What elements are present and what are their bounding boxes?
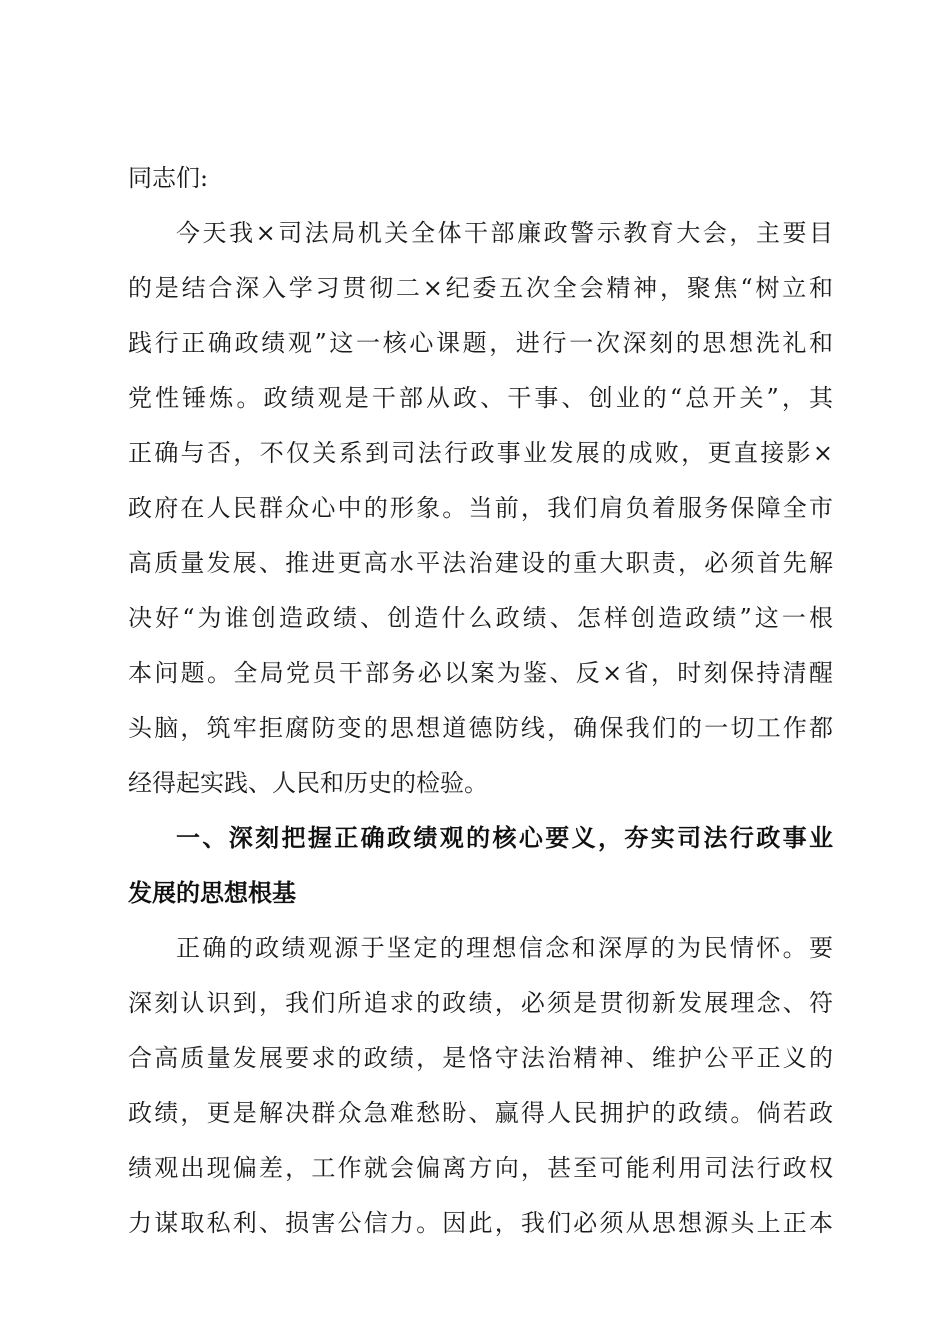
paragraph-line: 本问题。全局党员干部务必以案为鉴、反×省，时刻保持清醒 xyxy=(128,659,833,687)
paragraph-intro xyxy=(128,206,833,811)
paragraph-line: 头脑，筑牢拒腐防变的思想道德防线，确保我们的一切工作都 xyxy=(128,714,833,742)
paragraph-line: 绩观出现偏差，工作就会偏离方向，甚至可能利用司法行政权 xyxy=(128,1154,833,1182)
paragraph-line: 践行正确政绩观”这一核心课题，进行一次深刻的思想洗礼和 xyxy=(128,329,833,357)
paragraph-line: 党性锤炼。政绩观是干部从政、干事、创业的“总开关”，其 xyxy=(128,384,833,412)
paragraph-line: 力谋取私利、损害公信力。因此，我们必须从思想源头上正本 xyxy=(128,1209,833,1237)
paragraph-line: 经得起实践、人民和历史的检验。 xyxy=(128,769,488,797)
section-heading xyxy=(128,811,833,921)
heading-line: 发展的思想根基 xyxy=(128,879,296,907)
paragraph-line: 合高质量发展要求的政绩，是恪守法治精神、维护公平正义的 xyxy=(128,1044,833,1072)
salutation: 同志们: xyxy=(128,164,209,192)
paragraph-section-one xyxy=(128,921,833,1251)
document-body xyxy=(128,151,833,1251)
heading-line: 一、深刻把握正确政绩观的核心要义，夯实司法行政事业 xyxy=(176,824,833,852)
paragraph-line: 政府在人民群众心中的形象。当前，我们肩负着服务保障全市 xyxy=(128,494,833,522)
paragraph-line: 高质量发展、推进更高水平法治建设的重大职责，必须首先解 xyxy=(128,549,833,577)
paragraph-line: 决好“为谁创造政绩、创造什么政绩、怎样创造政绩”这一根 xyxy=(128,604,833,632)
paragraph-line: 正确与否，不仅关系到司法行政事业发展的成败，更直接影× xyxy=(128,439,833,467)
paragraph-line: 深刻认识到，我们所追求的政绩，必须是贯彻新发展理念、符 xyxy=(128,989,833,1017)
paragraph-line: 今天我×司法局机关全体干部廉政警示教育大会，主要目 xyxy=(176,219,833,247)
paragraph-line: 正确的政绩观源于坚定的理想信念和深厚的为民情怀。要 xyxy=(176,934,833,962)
paragraph-line: 政绩，更是解决群众急难愁盼、赢得人民拥护的政绩。倘若政 xyxy=(128,1099,833,1127)
paragraph-line: 的是结合深入学习贯彻二×纪委五次全会精神，聚焦“树立和 xyxy=(128,274,833,302)
